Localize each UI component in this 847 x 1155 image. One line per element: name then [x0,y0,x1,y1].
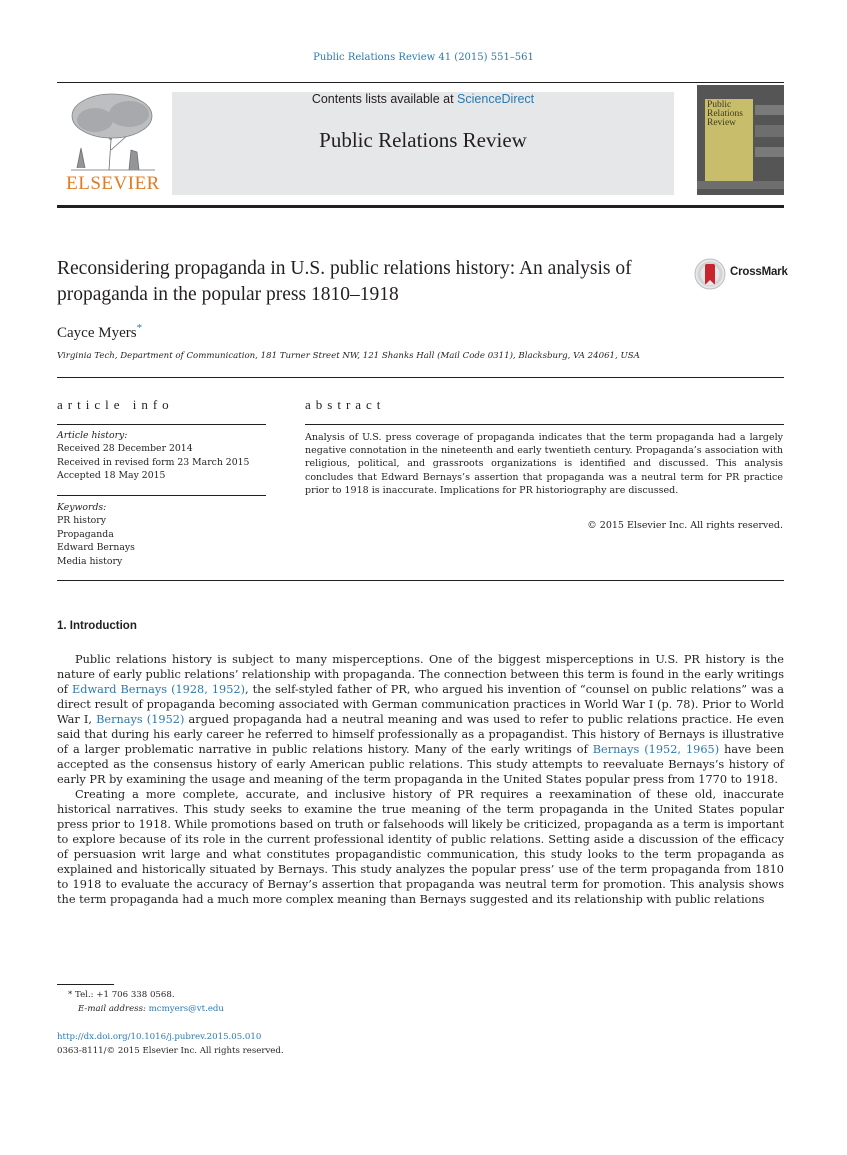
header-thick-rule [57,205,784,208]
author-name: Cayce Myers [57,325,137,341]
introduction-body [57,652,784,907]
abstract-heading: abstract [305,397,386,412]
author-line [57,322,142,342]
crossmark-label: CrossMark [730,266,788,278]
contents-prefix: Contents lists available at [311,92,454,106]
abstract-text: Analysis of U.S. press coverage of propaganda indicates that the term propaganda had a largely negative connotation in the nineteenth and early twentieth century. Propaganda’s association with religious, political, and grassroots organizations is identified and discussed. This analysis concludes that Edward Bernays’s assertion that propaganda was a neutral term for PR practice prior to 1918 is inaccurate. Implications for PR historiography are discussed. [305,432,783,496]
keyword-item: Edward Bernays [57,542,135,554]
elsevier-wordmark: ELSEVIER [66,173,160,194]
keywords [57,501,272,568]
keyword-item: Propaganda [57,528,114,540]
history-accepted: Accepted 18 May 2015 [57,470,166,482]
keyword-item: Media history [57,555,123,567]
journal-reference[interactable]: Public Relations Review 41 (2015) 551–561 [313,52,534,63]
doi-link[interactable]: http://dx.doi.org/10.1016/j.pubrev.2015.05.010 [57,1032,262,1042]
citation-bernays-1928-1952[interactable]: Edward Bernays (1928, 1952) [71,683,245,696]
footnote-tel: Tel.: +1 706 338 0568. [75,990,175,1000]
footnote-mark: * [68,990,73,1000]
history-label: Article history: [57,430,128,441]
journal-cover[interactable] [697,85,784,195]
issn-copyright: 0363-8111/© 2015 Elsevier Inc. All rights reserved. [57,1046,284,1056]
p1-text-c: argued propaganda had a neutral meaning and was used to refer to public relations practice. He even said that during his early career he referred to himself professionally as a propagandist. This history of Bernays is illustrative of a larger problematic narrative in public relations history. Many of the early writings of [57,713,785,756]
header-top-rule [57,82,784,83]
p1-text-b: , the self-styled father of PR, who argued his invention of “counsel on public relations” was a direct result of propaganda becoming associated with German communication practices in World War I (p. 78). Prior to World War I, [57,683,784,726]
history-received: Received 28 December 2014 [57,443,193,455]
footnote-rule [57,984,114,985]
abstract-rule [305,424,784,425]
crossmark-badge[interactable] [694,258,788,294]
crossmark-icon [694,258,726,290]
keywords-label: Keywords: [57,502,107,513]
article-info-rule [57,424,266,425]
elsevier-tree-icon [57,90,169,172]
introduction-heading: 1. Introduction [57,620,137,632]
abstract-bottom-rule [57,580,784,581]
citation-bernays-1952[interactable]: Bernays (1952) [96,713,185,726]
affiliation: Virginia Tech, Department of Communication, 181 Turner Street NW, 121 Shanks Hall (Mail Code 0311), Blacksburg, VA 24061, USA [57,351,640,361]
email-link[interactable]: mcmyers@vt.edu [148,1004,224,1014]
affiliation-rule [57,377,784,378]
sciencedirect-link[interactable]: ScienceDirect [457,92,535,106]
abstract-copyright: © 2015 Elsevier Inc. All rights reserved. [587,520,783,531]
footnote-tel-line [68,989,175,1001]
article-title: Reconsidering propaganda in U.S. public relations history: An analysis of propaganda in the popular press 1810–1918 [57,258,632,305]
keyword-item: PR history [57,515,106,527]
email-label: E-mail address: [78,1004,146,1014]
footnote-email-line [78,1003,224,1015]
p1-text-a: Public relations history is subject to many misperceptions. One of the biggest misperceptions in U.S. PR history is the nature of early public relations’ relationship with propaganda. The connection between this term is found in the early writings of [57,653,784,696]
journal-banner [172,92,674,195]
article-history [57,429,272,483]
keywords-rule [57,495,266,496]
journal-title: Public Relations Review [319,128,527,152]
article-info-heading: article info [57,397,174,412]
p1-text-d: have been accepted as the consensus history of early American public relations. This study attempts to reevaluate Bernays’s history of early PR by examining the usage and meaning of the term propaganda in the United States popular press from 1770 to 1918. [57,743,784,786]
cover-title: Public Relations Review [707,100,743,128]
author-footnote-mark[interactable]: * [136,322,143,334]
contents-line [172,92,674,106]
introduction-paragraph-1 [57,652,784,787]
citation-bernays-1952-1965[interactable]: Bernays (1952, 1965) [592,743,720,756]
history-revised: Received in revised form 23 March 2015 [57,456,250,468]
elsevier-logo[interactable] [57,90,169,195]
introduction-paragraph-2: Creating a more complete, accurate, and inclusive history of PR requires a reexamination of these old, inaccurate historical narratives. This study seeks to examine the true meaning of the term propaganda in the United States popular press prior to 1918. While promotions based on truth or falsehoods will likely be criticized, propaganda as a term is important to explore because of its role in the current professional identity of public relations. Setting aside a discussion of the efficacy of persuasion writ large and what constitutes propagandistic communication, this study looks to the term propaganda as explained and historically situated by Bernays. This study analyzes the popular press’ use of the term propaganda from 1810 to 1918 to evaluate the accuracy of Bernay’s assertion that propaganda was neutral term for promotion. This analysis shows the term propaganda had a much more complex meaning than Bernays suggested and its relationship with public relations [57,788,784,906]
